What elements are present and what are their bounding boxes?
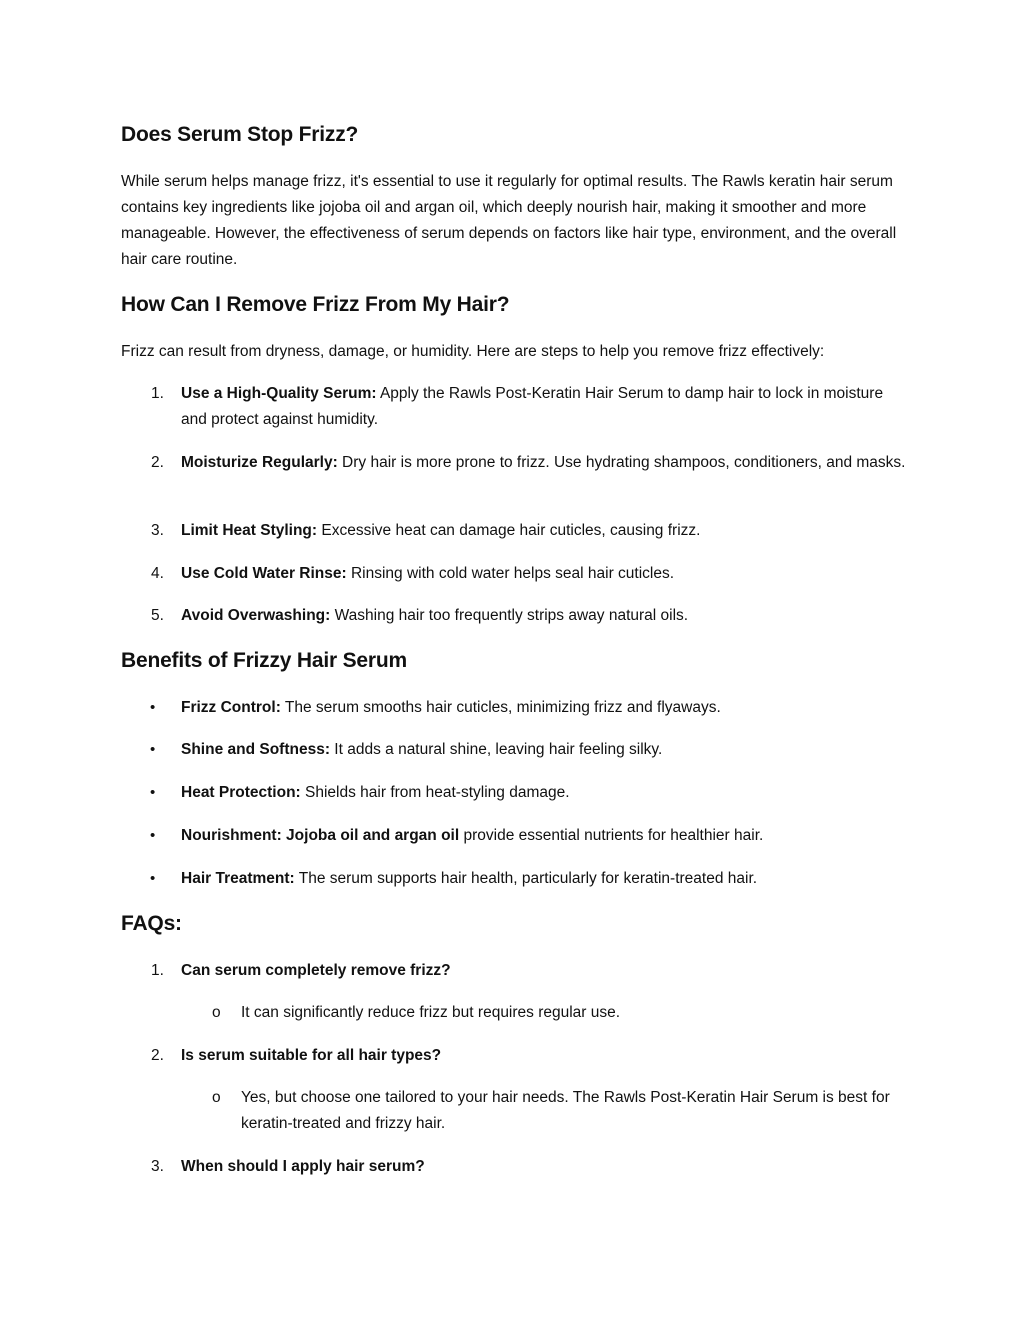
list-item-text: Shields hair from heat-styling damage. [300,784,570,801]
faq-question [121,958,911,984]
list-item-text: Excessive heat can damage hair cuticles, causing frizz. [317,522,701,539]
list-item-text: provide essential nutrients for healthier hair. [459,827,764,844]
bullet-icon: • [150,870,156,887]
list-item-text: It adds a natural shine, leaving hair feeling silky. [330,741,663,758]
list-item-label: Avoid Overwashing: [181,607,331,624]
faq-question-text: When should I apply hair serum? [181,1158,425,1175]
list-item-text: Washing hair too frequently strips away natural oils. [330,607,689,624]
section-intro: Frizz can result from dryness, damage, or humidity. Here are steps to help you remove frizz effectively: [121,343,825,360]
bullet-icon: • [150,741,156,758]
list-item-label: Moisturize Regularly: [181,454,338,471]
sub-bullet-icon: o [212,1004,221,1021]
bullet-list-item [121,737,911,763]
list-item-label: Hair Treatment: [181,870,295,887]
bullet-list-item [121,866,911,892]
faq-answer [121,1000,911,1026]
faq-question-text: Is serum suitable for all hair types? [181,1047,442,1064]
list-item-text: The serum supports hair health, particularly for keratin-treated hair. [294,870,758,887]
list-item-text: Rinsing with cold water helps seal hair cuticles. [346,565,675,582]
sub-bullet-icon: o [212,1089,221,1106]
list-number: 4. [151,565,164,582]
list-number: 2. [151,1047,164,1064]
list-item-label: Use Cold Water Rinse: [181,565,347,582]
faq-answer [121,1085,911,1137]
faq-question-text: Can serum completely remove frizz? [181,962,451,979]
list-item-label: Limit Heat Styling: [181,522,318,539]
bullet-icon: • [150,699,156,716]
list-number: 3. [151,1158,164,1175]
section-heading-remove-frizz: How Can I Remove Frizz From My Hair? [121,293,510,316]
faq-answer-text: Yes, but choose one tailored to your hair needs. The Rawls Post-Keratin Hair Serum is best for keratin-treated and frizzy hair. [241,1089,890,1132]
list-item-text: Apply the Rawls Post-Keratin Hair Serum to damp hair to lock in moisture and protect against humidity. [181,385,884,428]
list-item-text: The serum smooths hair cuticles, minimizing frizz and flyaways. [280,699,721,716]
list-number: 1. [151,962,164,979]
list-item-label: Use a High-Quality Serum: [181,385,377,402]
bullet-list-item [121,695,911,721]
list-item-label: Nourishment: Jojoba oil and argan oil [181,827,460,844]
numbered-list-item [121,561,911,587]
numbered-list-item [121,381,911,433]
section-heading-faqs: FAQs: [121,912,182,935]
numbered-list-item [121,450,911,476]
list-item-label: Frizz Control: [181,699,281,716]
list-number: 5. [151,607,164,624]
bullet-list-item [121,823,911,849]
numbered-list-item [121,518,911,544]
bullet-icon: • [150,784,156,801]
list-number: 2. [151,454,164,471]
list-number: 1. [151,385,164,402]
list-item-label: Shine and Softness: [181,741,330,758]
faq-answer-text: It can significantly reduce frizz but requires regular use. [241,1004,621,1021]
list-number: 3. [151,522,164,539]
section-heading-benefits: Benefits of Frizzy Hair Serum [121,649,407,672]
numbered-list-item [121,603,911,629]
faq-question [121,1154,911,1180]
section-heading-serum-frizz: Does Serum Stop Frizz? [121,123,359,146]
bullet-list-item [121,780,911,806]
section-paragraph: While serum helps manage frizz, it's essential to use it regularly for optimal results. The Rawls keratin hair serum contains key ingredients like jojoba oil and argan oil, which deeply nourish hair, making it smoother and more manageable. However, the effectiveness of serum depends on factors like hair type, environment, and the overall hair care routine. [121,173,897,268]
faq-question [121,1043,911,1069]
list-item-label: Heat Protection: [181,784,301,801]
bullet-icon: • [150,827,156,844]
list-item-text: Dry hair is more prone to frizz. Use hydrating shampoos, conditioners, and masks. [337,454,906,471]
